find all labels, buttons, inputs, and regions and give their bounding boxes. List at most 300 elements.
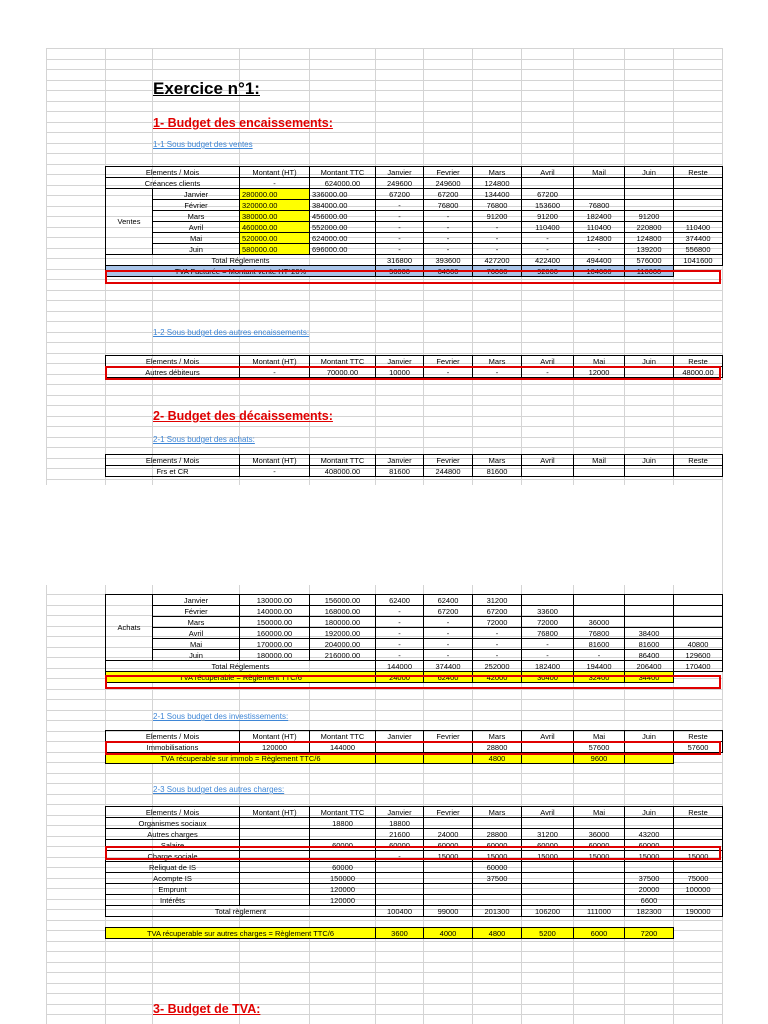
table-cell: 76800 (574, 628, 625, 639)
table-row (106, 840, 723, 851)
table-cell (473, 818, 522, 829)
table-cell: 316800 (376, 255, 424, 266)
table-cell: Février (153, 606, 240, 617)
grid-row-line (46, 699, 722, 700)
table-cell: 170400 (674, 661, 723, 672)
table-cell: 6000 (574, 928, 625, 939)
table-cell (522, 818, 574, 829)
table-cell (522, 753, 574, 764)
table-cell (674, 178, 723, 189)
table-autres-charges (105, 806, 723, 939)
header-cell: Elements / Mois (106, 455, 240, 466)
header-cell: Janvier (376, 807, 424, 818)
header-cell: Fevrier (424, 807, 473, 818)
grid-row-line (46, 153, 722, 154)
table-cell: 180000.00 (310, 617, 376, 628)
header-cell: Montant (HT) (240, 731, 310, 742)
table-cell (522, 884, 574, 895)
grid-row-line (46, 426, 722, 427)
table-cell: Salaire (106, 840, 240, 851)
table-cell: 520000.00 (240, 233, 310, 244)
spacer-row (106, 917, 723, 928)
table-cell: - (376, 617, 424, 628)
table-cell: 76800 (522, 628, 574, 639)
header-cell: Juin (625, 807, 674, 818)
table-cell: - (473, 628, 522, 639)
table-cell: 28800 (473, 829, 522, 840)
table-cell: 168000.00 (310, 606, 376, 617)
table-cell: 67200 (376, 189, 424, 200)
subsection-title-investissements: 2-1 Sous budget des investissements: (153, 712, 289, 721)
table-cell (674, 200, 723, 211)
table-cell (625, 742, 674, 753)
table-cell: 144000 (310, 742, 376, 753)
table-cell (522, 742, 574, 753)
table-cell: 60000 (376, 840, 424, 851)
table-cell: 67200 (424, 189, 473, 200)
table-cell: 18800 (310, 818, 376, 829)
table-row (106, 884, 723, 895)
header-cell: Reste (674, 731, 723, 742)
header-cell: Fevrier (424, 167, 473, 178)
table-cell: 139200 (625, 244, 674, 255)
table-cell: 170000.00 (240, 639, 310, 650)
table-cell: 4000 (424, 928, 473, 939)
table-cell: 116000 (625, 266, 674, 277)
table-cell: 43200 (625, 829, 674, 840)
table-cell: - (473, 222, 522, 233)
table-cell (424, 862, 473, 873)
table-cell (240, 873, 310, 884)
table-cell (574, 873, 625, 884)
table-row (106, 178, 723, 189)
table-cell: 81600 (376, 466, 424, 477)
empty-cell (674, 753, 723, 764)
table-cell: - (376, 200, 424, 211)
header-cell: Mai (574, 356, 625, 367)
header-cell: Elements / Mois (106, 807, 240, 818)
grid-row-line (46, 321, 722, 322)
table-cell: 182400 (522, 661, 574, 672)
table-cell: - (376, 639, 424, 650)
table-cell: 494400 (574, 255, 625, 266)
table-cell: 427200 (473, 255, 522, 266)
table-cell: 60000 (310, 862, 376, 873)
table-cell: 624000.00 (310, 178, 376, 189)
grid-row-line (46, 311, 722, 312)
table-cell: 60000 (424, 840, 473, 851)
table-cell: 60000 (574, 840, 625, 851)
table-cell: 180000.00 (240, 650, 310, 661)
table-cell: 201300 (473, 906, 522, 917)
table-cell: 124800 (574, 233, 625, 244)
header-cell: Mars (473, 356, 522, 367)
table-cell: 110400 (522, 222, 574, 233)
table-cell: 153600 (522, 200, 574, 211)
table-cell: - (424, 367, 473, 378)
table-cell: 380000.00 (240, 211, 310, 222)
table-cell: 60000 (522, 840, 574, 851)
subsection-title-autres-encaissements: 1-2 Sous budget des autres encaissements: (153, 328, 310, 337)
grid-row-line (46, 59, 722, 60)
table-cell (310, 829, 376, 840)
table-cell (674, 840, 723, 851)
grid-row-line (46, 342, 722, 343)
table-cell: - (473, 233, 522, 244)
table-cell (424, 742, 473, 753)
grid-row-line (46, 1004, 722, 1005)
table-cell: 120000 (240, 742, 310, 753)
table-cell: Février (153, 200, 240, 211)
table-header-row (106, 356, 723, 367)
table-cell (240, 862, 310, 873)
table-cell: - (522, 639, 574, 650)
table-cell: Juin (153, 244, 240, 255)
table-cell (625, 617, 674, 628)
header-cell: Montant TTC (310, 807, 376, 818)
table-cell (625, 200, 674, 211)
grid-row-line (46, 300, 722, 301)
table-header-row (106, 731, 723, 742)
table-cell: 124800 (625, 233, 674, 244)
table-cell: Avril (153, 222, 240, 233)
table-cell: 31200 (522, 829, 574, 840)
table-cell (240, 840, 310, 851)
table-cell: 64000 (424, 266, 473, 277)
grid-row-line (46, 983, 722, 984)
grid-row-line (46, 689, 722, 690)
table-cell: 91200 (522, 211, 574, 222)
table-cell (674, 862, 723, 873)
empty-cell (674, 928, 723, 939)
table-row (106, 211, 723, 222)
table-cell: 408000.00 (310, 466, 376, 477)
table-cell: Total Réglements (106, 661, 376, 672)
table-achats-header (105, 454, 723, 477)
table-cell: - (376, 628, 424, 639)
table-cell: 120000 (310, 884, 376, 895)
table-row (106, 367, 723, 378)
table-cell: 6600 (625, 895, 674, 906)
table-cell: 384000.00 (310, 200, 376, 211)
table-cell (376, 895, 424, 906)
grid-row-line (46, 353, 722, 354)
header-cell: Mars (473, 807, 522, 818)
table-row (106, 742, 723, 753)
table-header-row (106, 807, 723, 818)
table-investissements (105, 730, 723, 764)
table-cell (674, 606, 723, 617)
grid-row-line (46, 783, 722, 784)
header-cell: Juin (625, 731, 674, 742)
table-cell: - (522, 367, 574, 378)
grid-row-line (46, 132, 722, 133)
table-cell: 62400 (424, 595, 473, 606)
table-cell: 220800 (625, 222, 674, 233)
table-row (106, 200, 723, 211)
grid-row-line (46, 993, 722, 994)
table-cell (625, 818, 674, 829)
table-row (106, 244, 723, 255)
table-cell: 204000.00 (310, 639, 376, 650)
empty-cell (674, 266, 723, 277)
table-cell (674, 189, 723, 200)
table-cell (522, 895, 574, 906)
table-cell: 160000.00 (240, 628, 310, 639)
table-row (106, 466, 723, 477)
table-cell (674, 617, 723, 628)
grid-row-line (46, 164, 722, 165)
table-cell: 4800 (473, 753, 522, 764)
header-cell: Montant TTC (310, 167, 376, 178)
table-cell: - (376, 233, 424, 244)
header-cell: Avril (522, 167, 574, 178)
grid-row-line (46, 794, 722, 795)
table-cell (240, 851, 310, 862)
table-cell: - (376, 650, 424, 661)
table-cell (376, 742, 424, 753)
table-autres-encaissements (105, 355, 723, 378)
header-cell: Janvier (376, 167, 424, 178)
table-cell (522, 178, 574, 189)
table-cell: 67200 (424, 606, 473, 617)
grid-row-line (46, 384, 722, 385)
table-cell: 60000 (310, 840, 376, 851)
table-cell: - (424, 233, 473, 244)
header-cell: Avril (522, 356, 574, 367)
table-cell: Total règlement (106, 906, 376, 917)
table-cell: 15000 (522, 851, 574, 862)
table-row (106, 595, 723, 606)
table-cell: - (424, 639, 473, 650)
header-cell: Fevrier (424, 455, 473, 466)
table-cell: 3600 (376, 928, 424, 939)
table-header-row (106, 455, 723, 466)
table-cell: 4800 (473, 928, 522, 939)
table-cell (376, 753, 424, 764)
table-cell: 72000 (522, 617, 574, 628)
table-row (106, 639, 723, 650)
table-cell: 15000 (473, 851, 522, 862)
table-cell (625, 606, 674, 617)
table-cell: 37500 (625, 873, 674, 884)
table-row (106, 189, 723, 200)
table-cell: 100400 (376, 906, 424, 917)
header-cell: Juin (625, 356, 674, 367)
table-cell: 104000 (574, 266, 625, 277)
table-row (106, 222, 723, 233)
table-cell: 48000.00 (674, 367, 723, 378)
header-cell: Montant (HT) (240, 455, 310, 466)
table-cell: Charge sociale (106, 851, 240, 862)
grid-row-line (46, 122, 722, 123)
header-cell: Montant (HT) (240, 167, 310, 178)
table-cell: 31200 (473, 595, 522, 606)
table-cell: 216000.00 (310, 650, 376, 661)
header-cell: Juin (625, 167, 674, 178)
table-cell (625, 367, 674, 378)
achats-group-label: Achats (106, 595, 153, 661)
table-cell (674, 595, 723, 606)
table-cell: 1041600 (674, 255, 723, 266)
table-cell (424, 895, 473, 906)
subsection-title-ventes: 1-1 Sous budget des ventes (153, 140, 253, 149)
header-cell: Montant (HT) (240, 356, 310, 367)
table-cell: 393600 (424, 255, 473, 266)
table-cell: Janvier (153, 189, 240, 200)
table-cell: 91200 (625, 211, 674, 222)
table-cell: 56000 (376, 266, 424, 277)
section-title-encaissements: 1- Budget des encaissements: (153, 116, 333, 130)
header-cell: Montant (HT) (240, 807, 310, 818)
table-cell: 192000.00 (310, 628, 376, 639)
header-cell: Elements / Mois (106, 356, 240, 367)
empty-cell (674, 672, 723, 683)
table-cell: 150000 (310, 873, 376, 884)
table-cell: 140000.00 (240, 606, 310, 617)
table-cell: - (424, 222, 473, 233)
table-cell: 156000.00 (310, 595, 376, 606)
table-cell: 34400 (625, 672, 674, 683)
table-cell: Frs et CR (106, 466, 240, 477)
table-row (106, 862, 723, 873)
table-cell: 124800 (473, 178, 522, 189)
table-cell: - (376, 222, 424, 233)
table-cell: - (376, 851, 424, 862)
section-title-decaissements: 2- Budget des décaissements: (153, 409, 333, 423)
table-cell (376, 862, 424, 873)
header-cell: Fevrier (424, 731, 473, 742)
grid-row-line (46, 290, 722, 291)
table-cell (674, 829, 723, 840)
table-cell: 576000 (625, 255, 674, 266)
table-ventes (105, 166, 723, 277)
table-cell: 249600 (376, 178, 424, 189)
table-cell (424, 884, 473, 895)
table-cell (574, 606, 625, 617)
table-cell (625, 178, 674, 189)
page-title: Exercice n°1: (153, 79, 260, 98)
table-cell: 244800 (424, 466, 473, 477)
table-cell: 86400 (625, 650, 674, 661)
table-cell (310, 851, 376, 862)
table-cell: 15000 (625, 851, 674, 862)
table-cell: 18800 (376, 818, 424, 829)
table-cell: 75000 (674, 873, 723, 884)
table-cell: Total Réglements (106, 255, 376, 266)
table-cell (424, 873, 473, 884)
table-cell: - (240, 178, 310, 189)
table-cell (424, 818, 473, 829)
table-cell: 81600 (574, 639, 625, 650)
header-cell: Elements / Mois (106, 167, 240, 178)
table-total-row (106, 906, 723, 917)
table-cell (674, 895, 723, 906)
table-cell: 67200 (473, 606, 522, 617)
table-cell: 194400 (574, 661, 625, 672)
grid-row-line (46, 69, 722, 70)
table-cell: - (522, 244, 574, 255)
table-cell (240, 895, 310, 906)
header-cell: Mars (473, 731, 522, 742)
table-cell: 120000 (310, 895, 376, 906)
table-cell: Mars (153, 617, 240, 628)
grid-row-line (46, 48, 722, 49)
table-cell: 556800 (674, 244, 723, 255)
table-row (106, 895, 723, 906)
table-cell: 150000.00 (240, 617, 310, 628)
table-cell: 144000 (376, 661, 424, 672)
table-cell: 33600 (522, 606, 574, 617)
grid-row-line (46, 720, 722, 721)
table-cell: - (376, 606, 424, 617)
table-cell (674, 211, 723, 222)
header-cell: Mail (574, 455, 625, 466)
grid-row-line (46, 962, 722, 963)
table-cell: 21600 (376, 829, 424, 840)
table-cell: 336000.00 (310, 189, 376, 200)
table-cell: 460000.00 (240, 222, 310, 233)
table-cell: Intérêts (106, 895, 240, 906)
table-cell: 76800 (574, 200, 625, 211)
table-cell: 91200 (473, 211, 522, 222)
table-cell: 60000 (473, 840, 522, 851)
grid-row-line (46, 941, 722, 942)
table-cell: 7200 (625, 928, 674, 939)
table-cell: 81600 (625, 639, 674, 650)
table-cell: 320000.00 (240, 200, 310, 211)
table-cell: 100000 (674, 884, 723, 895)
table-cell: 20000 (625, 884, 674, 895)
table-cell: - (473, 650, 522, 661)
header-cell: Janvier (376, 731, 424, 742)
table-cell (240, 818, 310, 829)
table-cell: 32400 (574, 672, 625, 683)
table-cell: TVA Facturée = Montant vente HT*20% (106, 266, 376, 277)
table-cell: 9600 (574, 753, 625, 764)
table-cell: Créances clients (106, 178, 240, 189)
header-cell: Avril (522, 807, 574, 818)
table-cell: 38400 (625, 628, 674, 639)
header-cell: Reste (674, 807, 723, 818)
table-cell: 76800 (473, 200, 522, 211)
table-cell: TVA récuperable sur immob = Règlement TTC/6 (106, 753, 376, 764)
table-cell (240, 884, 310, 895)
table-cell: 15000 (424, 851, 473, 862)
table-cell (522, 466, 574, 477)
header-cell: Avril (522, 731, 574, 742)
table-cell (574, 818, 625, 829)
table-cell: - (473, 639, 522, 650)
table-cell: 76800 (424, 200, 473, 211)
table-cell: 374400 (674, 233, 723, 244)
grid-row-line (46, 101, 722, 102)
table-cell (674, 466, 723, 477)
table-cell: - (240, 466, 310, 477)
table-cell: 252000 (473, 661, 522, 672)
table-cell: 456000.00 (310, 211, 376, 222)
table-cell: - (424, 617, 473, 628)
table-cell: Juin (153, 650, 240, 661)
table-cell: 24000 (424, 829, 473, 840)
table-cell: Reliquat de IS (106, 862, 240, 873)
table-cell: 10000 (376, 367, 424, 378)
table-cell: Organismes sociaux (106, 818, 240, 829)
table-cell: - (240, 367, 310, 378)
table-row (106, 650, 723, 661)
section-title-tva: 3- Budget de TVA: (153, 1002, 261, 1016)
table-row (106, 617, 723, 628)
